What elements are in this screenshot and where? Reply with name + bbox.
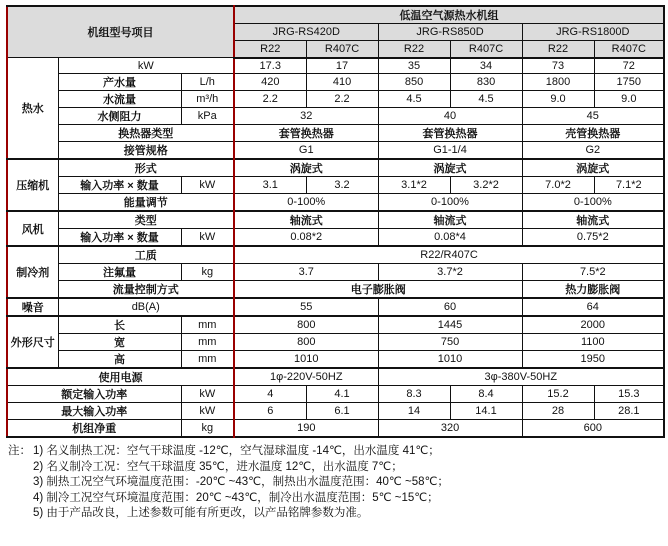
row-label: 宽 (58, 334, 181, 351)
spec-table (6, 5, 665, 438)
row-label: 高 (58, 351, 181, 369)
value-cell: G1 (234, 142, 378, 160)
note-line-1: 1) 名义制热工况：空气干球温度 -12℃，空气湿球温度 -14℃，出水温度 41℃； (33, 445, 440, 457)
value-cell: 60 (378, 298, 522, 316)
row-category: 风机 (7, 211, 58, 246)
value-cell: 3.1 (234, 177, 306, 194)
refrigerant-header: R22 (522, 41, 594, 58)
row-category: 噪音 (7, 298, 58, 316)
value-cell: 套管换热器 (378, 125, 522, 142)
value-cell: 轴流式 (378, 211, 522, 229)
value-cell: 55 (234, 298, 378, 316)
note-line-5: 5) 由于产品改良，上述参数可能有所更改，以产品铭牌参数为准。 (33, 507, 369, 520)
value-cell: 1445 (378, 316, 522, 334)
value-cell: 800 (234, 334, 378, 351)
table-header (7, 6, 664, 58)
value-cell: 7.0*2 (522, 177, 594, 194)
model-header-3: JRG-RS1800D (522, 24, 664, 41)
row-label: 最大输入功率 (7, 403, 181, 420)
value-cell: 45 (522, 108, 664, 125)
value-cell: 830 (450, 74, 522, 91)
value-cell: 0.08*4 (378, 229, 522, 247)
refrigerant-header: R22 (234, 41, 306, 58)
value-cell: G1-1/4 (378, 142, 522, 160)
unit-cell: m³/h (181, 91, 234, 108)
value-cell: 600 (522, 420, 664, 438)
value-cell: 14.1 (450, 403, 522, 420)
value-cell: 1800 (522, 74, 594, 91)
value-cell: 电子膨胀阀 (234, 281, 522, 299)
model-header-2: JRG-RS850D (378, 24, 522, 41)
value-cell: 420 (234, 74, 306, 91)
table-body (7, 58, 664, 438)
value-cell: 17 (306, 58, 378, 74)
value-cell: 4.5 (378, 91, 450, 108)
row-label: 输入功率 × 数量 (58, 177, 181, 194)
value-cell: 0-100% (378, 194, 522, 212)
row-category: 压缩机 (7, 159, 58, 211)
value-cell: 3φ-380V-50HZ (378, 368, 664, 386)
row-label: 输入功率 × 数量 (58, 229, 181, 247)
value-cell: 0.75*2 (522, 229, 664, 247)
value-cell: 6.1 (306, 403, 378, 420)
notes (8, 444, 449, 522)
value-cell: 壳管换热器 (522, 125, 664, 142)
value-cell: 4 (234, 386, 306, 403)
refrigerant-header: R22 (378, 41, 450, 58)
value-cell: 72 (594, 58, 664, 74)
value-cell: 2.2 (306, 91, 378, 108)
value-cell: 73 (522, 58, 594, 74)
unit-cell: mm (181, 334, 234, 351)
row-label: 机组净重 (7, 420, 181, 438)
unit-cell: kW (181, 229, 234, 247)
value-cell: 190 (234, 420, 378, 438)
value-cell: 3.2*2 (450, 177, 522, 194)
unit-cell: kW (181, 177, 234, 194)
row-label: 水流量 (58, 91, 181, 108)
value-cell: 3.7 (234, 264, 378, 281)
refrigerant-header: R407C (594, 41, 664, 58)
value-cell: G2 (522, 142, 664, 160)
note-lines (33, 444, 449, 522)
value-cell: 3.7*2 (378, 264, 522, 281)
row-label: 工质 (58, 246, 234, 264)
unit-cell: kg (181, 420, 234, 438)
group-title: 低温空气源热水机组 (234, 6, 664, 24)
value-cell: 1100 (522, 334, 664, 351)
row-label: 额定输入功率 (7, 386, 181, 403)
value-cell: 40 (378, 108, 522, 125)
row-label: 流量控制方式 (58, 281, 234, 299)
value-cell: 0-100% (522, 194, 664, 212)
value-cell: 轴流式 (522, 211, 664, 229)
corner-header: 机组型号项目 (7, 6, 234, 58)
value-cell: 8.3 (378, 386, 450, 403)
value-cell: 35 (378, 58, 450, 74)
row-category: 制冷剂 (7, 246, 58, 298)
value-cell: 1750 (594, 74, 664, 91)
value-cell: 28 (522, 403, 594, 420)
row-category: 热水 (7, 58, 58, 160)
unit-cell: mm (181, 316, 234, 334)
row-label: 类型 (58, 211, 234, 229)
value-cell: 2.2 (234, 91, 306, 108)
value-cell: 850 (378, 74, 450, 91)
row-label: dB(A) (58, 298, 234, 316)
value-cell: 0.08*2 (234, 229, 378, 247)
value-cell: 6 (234, 403, 306, 420)
note-line-4: 4) 制冷工况空气环境温度范围：20℃ ~43℃，制冷出水温度范围：5℃ ~15℃； (33, 491, 439, 504)
value-cell: 320 (378, 420, 522, 438)
row-label: 水侧阻力 (58, 108, 181, 125)
row-label: 注氟量 (58, 264, 181, 281)
value-cell: 17.3 (234, 58, 306, 74)
value-cell: 8.4 (450, 386, 522, 403)
value-cell: 750 (378, 334, 522, 351)
value-cell: 1950 (522, 351, 664, 369)
value-cell: 2000 (522, 316, 664, 334)
value-cell: 4.5 (450, 91, 522, 108)
unit-cell: mm (181, 351, 234, 369)
value-cell: 9.0 (594, 91, 664, 108)
value-cell: 涡旋式 (522, 159, 664, 177)
model-header-1: JRG-RS420D (234, 24, 378, 41)
value-cell: 涡旋式 (234, 159, 378, 177)
value-cell: 800 (234, 316, 378, 334)
note-line-2: 2) 名义制冷工况：空气干球温度 35℃，进水温度 12℃，出水温度 7℃； (33, 460, 403, 473)
value-cell: 1010 (234, 351, 378, 369)
row-label: 产水量 (58, 74, 181, 91)
row-label: 长 (58, 316, 181, 334)
unit-cell: kW (181, 403, 234, 420)
row-label: 接管规格 (58, 142, 234, 160)
note-line-3: 3) 制热工况空气环境温度范围：-20℃ ~43℃，制热出水温度范围：40℃ ~58℃； (33, 476, 449, 489)
value-cell: 0-100% (234, 194, 378, 212)
value-cell: 涡旋式 (378, 159, 522, 177)
value-cell: 轴流式 (234, 211, 378, 229)
notes-prefix: 注： (8, 445, 31, 457)
value-cell: R22/R407C (234, 246, 664, 264)
value-cell: 32 (234, 108, 378, 125)
value-cell: 410 (306, 74, 378, 91)
value-cell: 15.3 (594, 386, 664, 403)
unit-cell: kPa (181, 108, 234, 125)
value-cell: 1φ-220V-50HZ (234, 368, 378, 386)
row-label: 形式 (58, 159, 234, 177)
value-cell: 34 (450, 58, 522, 74)
row-label: 换热器类型 (58, 125, 234, 142)
value-cell: 64 (522, 298, 664, 316)
value-cell: 14 (378, 403, 450, 420)
refrigerant-header: R407C (450, 41, 522, 58)
row-label: kW (58, 58, 234, 74)
row-category: 外形尺寸 (7, 316, 58, 368)
value-cell: 7.1*2 (594, 177, 664, 194)
value-cell: 套管换热器 (234, 125, 378, 142)
refrigerant-header: R407C (306, 41, 378, 58)
row-label: 使用电源 (7, 368, 234, 386)
unit-cell: kW (181, 386, 234, 403)
value-cell: 热力膨胀阀 (522, 281, 664, 299)
row-label: 能量调节 (58, 194, 234, 212)
value-cell: 7.5*2 (522, 264, 664, 281)
unit-cell: L/h (181, 74, 234, 91)
value-cell: 3.2 (306, 177, 378, 194)
value-cell: 3.1*2 (378, 177, 450, 194)
value-cell: 9.0 (522, 91, 594, 108)
value-cell: 4.1 (306, 386, 378, 403)
value-cell: 15.2 (522, 386, 594, 403)
value-cell: 28.1 (594, 403, 664, 420)
unit-cell: kg (181, 264, 234, 281)
value-cell: 1010 (378, 351, 522, 369)
